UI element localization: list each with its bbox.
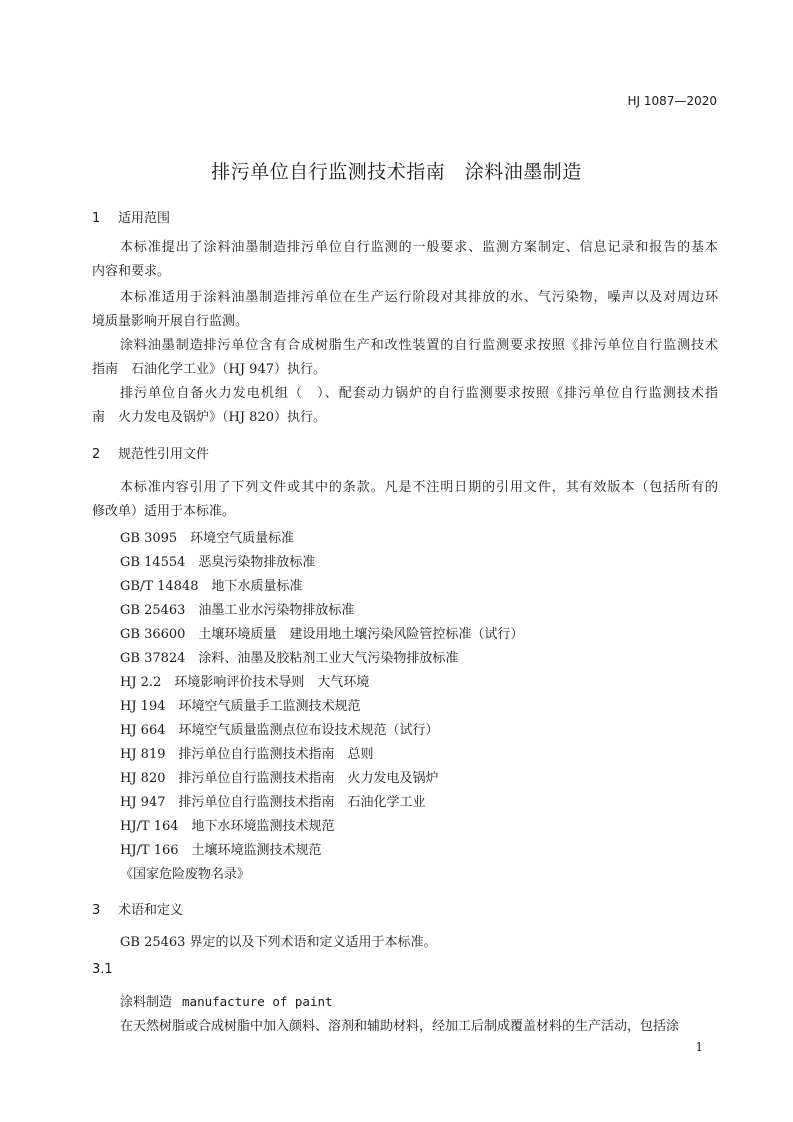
section-number: 2 <box>92 447 101 462</box>
document-title: 排污单位自行监测技术指南 涂料油墨制造 <box>211 161 582 183</box>
section-1-paragraph-2 <box>92 286 718 334</box>
text-line: 南 火力发电及锅炉》（HJ 820）执行。 <box>92 410 326 425</box>
text-line: 指南 石油化学工业》（HJ 947）执行。 <box>92 362 326 377</box>
term-definition: 在天然树脂或合成树脂中加入颜料、溶剂和辅助材料，经加工后制成覆盖材料的生产活动，包括涂 <box>120 1019 680 1034</box>
section-2-paragraph-1 <box>92 476 718 524</box>
text-line: 境质量影响开展自行监测。 <box>92 314 249 329</box>
section-title: 适用范围 <box>118 211 171 226</box>
normative-reference: HJ/T 164 地下水环境监测技术规范 <box>120 819 335 834</box>
text-line: 本标准适用于涂料油墨制造排污单位在生产运行阶段对其排放的水、气污染物，噪声以及对周边环 <box>120 290 718 305</box>
section-title: 规范性引用文件 <box>118 447 210 462</box>
normative-reference: HJ 664 环境空气质量监测点位布设技术规范（试行） <box>120 723 439 738</box>
section-number: 1 <box>92 211 101 226</box>
text-line: 修改单）适用于本标准。 <box>92 504 236 519</box>
section-number: 3 <box>92 903 101 918</box>
normative-reference: HJ 820 排污单位自行监测技术指南 火力发电及锅炉 <box>120 771 439 786</box>
section-title: 术语和定义 <box>118 903 184 918</box>
section-3-heading <box>92 899 183 918</box>
term-number: 3.1 <box>92 962 113 977</box>
normative-reference: GB/T 14848 地下水质量标准 <box>120 579 303 594</box>
text-line: 涂料油墨制造排污单位含有合成树脂生产和改性装置的自行监测要求按照《排污单位自行监测技术 <box>120 338 718 353</box>
text-line: 本标准提出了涂料油墨制造排污单位自行监测的一般要求、监测方案制定、信息记录和报告的基本 <box>120 240 718 255</box>
section-1-paragraph-1 <box>92 236 718 284</box>
term-english: manufacture of paint <box>182 994 333 1009</box>
normative-reference: HJ 2.2 环境影响评价技术导则 大气环境 <box>120 675 370 690</box>
normative-reference: GB 36600 土壤环境质量 建设用地土壤污染风险管控标准（试行） <box>120 627 524 642</box>
normative-reference: HJ/T 166 土壤环境监测技术规范 <box>120 843 322 858</box>
term-heading <box>120 991 333 1010</box>
text-line: 内容和要求。 <box>92 264 171 279</box>
standard-code: HJ 1087—2020 <box>627 94 717 108</box>
section-1-heading <box>92 207 170 226</box>
normative-reference: HJ 194 环境空气质量手工监测技术规范 <box>120 699 361 714</box>
page-number: 1 <box>695 1040 703 1054</box>
normative-reference: GB 3095 环境空气质量标准 <box>120 531 295 546</box>
normative-reference: GB 14554 恶臭污染物排放标准 <box>120 555 316 570</box>
normative-reference: HJ 819 排污单位自行监测技术指南 总则 <box>120 747 374 762</box>
text-line: 排污单位自备火力发电机组（ ）、配套动力锅炉的自行监测要求按照《排污单位自行监测技术指 <box>120 386 718 401</box>
normative-reference: 《国家危险废物名录》 <box>120 867 251 882</box>
section-3-paragraph-1: GB 25463 界定的以及下列术语和定义适用于本标准。 <box>120 935 437 950</box>
text-line: 本标准内容引用了下列文件或其中的条款。凡是不注明日期的引用文件，其有效版本（包括所有的 <box>120 480 718 495</box>
normative-reference: GB 25463 油墨工业水污染物排放标准 <box>120 603 355 618</box>
section-2-heading <box>92 443 209 462</box>
normative-reference: GB 37824 涂料、油墨及胶粘剂工业大气污染物排放标准 <box>120 651 459 666</box>
section-1-paragraph-3 <box>92 334 718 382</box>
normative-reference: HJ 947 排污单位自行监测技术指南 石油化学工业 <box>120 795 426 810</box>
section-1-paragraph-4 <box>92 382 718 430</box>
term-chinese: 涂料制造 <box>120 995 173 1010</box>
